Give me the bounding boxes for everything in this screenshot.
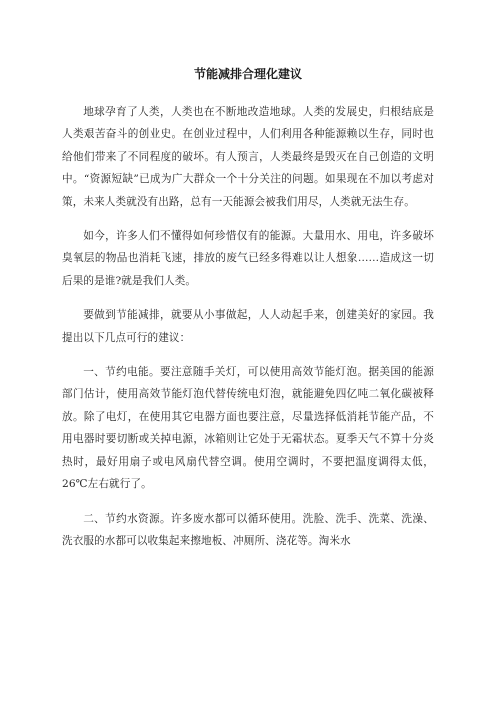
document-title: 节能减排合理化建议 [193, 67, 302, 81]
paragraph-save-water: 二、节约水资源。许多废水都可以循环使用。洗脸、洗手、洗菜、洗澡、洗衣服的水都可以收集起来擦地板、冲厕所、浇花等。淘米水 [62, 512, 434, 547]
paragraph-intro: 地球孕育了人类，人类也在不断地改造地球。人类的发展史，归根结底是人类艰苦奋斗的创业史。在创业过程中，人们利用各种能源赖以生存，同时也给他们带来了不同程度的破坏。有人预言，人类最终是毁灭在自己创造的文明中。“资源短缺”已成为广大群众一个十分关注的问题。如果现在不加以考虑对策，未来人类就没有出路，总有一天能源会被我们用尽，人类就无法生存。 [62, 106, 434, 208]
paragraph-problem: 如今，许多人们不懂得如何珍惜仅有的能源。大量用水、用电，许多破坏臭氧层的物品也消耗飞速，排放的废气已经多得难以让人想象……造成这一切后果的是谁?就是我们人类。 [62, 230, 434, 287]
paragraph-proposal: 要做到节能减排，就要从小事做起，人人动起手来，创建美好的家园。我提出以下几点可行的建议： [62, 309, 434, 344]
paragraph-save-electricity: 一、节约电能。要注意随手关灯，可以使用高效节能灯泡。据美国的能源部门估计，使用高效节能灯泡代替传统电灯泡，就能避免四亿吨二氧化碳被释放。除了电灯，在使用其它电器方面也要注意，尽量选择低消耗节能产品，不用电器时要切断或关掉电源，冰箱则让它处于无霜状态。夏季天气不算十分炎热时，最好用扇子或电风扇代替空调。使用空调时，不要把温度调得太低，26℃左右就行了。 [62, 366, 434, 491]
